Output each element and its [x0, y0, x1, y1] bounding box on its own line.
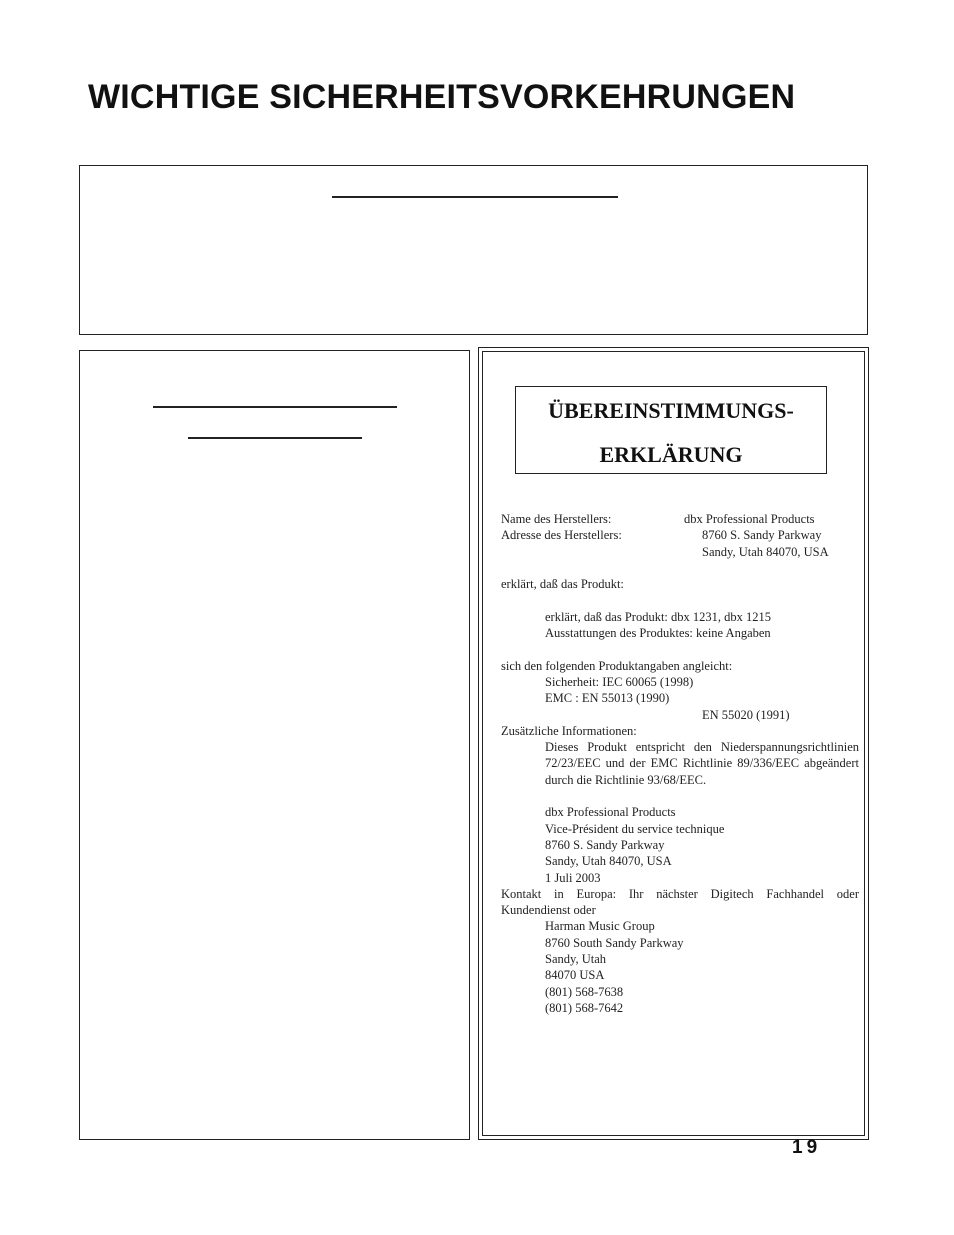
additional-info-text: Dieses Produkt entspricht den Niederspannungsrichtlinien 72/23/EEC und der EMC Richtlinie 89/336/EEC abgeändert durch die Richtlinie 93/68/EEC. [545, 740, 859, 787]
emc-label: EMC : [545, 691, 579, 706]
manufacturer-address-row [501, 527, 859, 543]
safety-instructions-box [79, 350, 470, 1140]
contact-line: (801) 568-7638 [545, 984, 624, 999]
contact-text: Kontakt in Europa: Ihr nächster Digitech Fachhandel oder Kundendienst oder [501, 886, 859, 918]
page-title: WICHTIGE SICHERHEITSVORKEHRUNGEN [88, 78, 796, 116]
safety-value: IEC 60065 (1998) [602, 674, 694, 689]
emc-value-2: EN 55020 (1991) [702, 707, 790, 722]
safety-notice-box [79, 165, 868, 335]
signer-title: Vice-Président du service technique [545, 821, 725, 836]
contact-line: (801) 568-7642 [545, 1000, 624, 1015]
signer-street: 8760 S. Sandy Parkway [545, 837, 665, 852]
signer-company: dbx Professional Products [545, 805, 676, 820]
manufacturer-address-label: Adresse des Herstellers: [501, 528, 622, 543]
signer-date: 1 Juli 2003 [545, 870, 601, 885]
declaration-title-box [515, 386, 827, 474]
declaration-inner-frame [482, 351, 865, 1136]
emc-row [501, 690, 859, 706]
conforms-intro: sich den folgenden Produktangaben angleicht: [501, 658, 733, 673]
safety-label: Sicherheit: [545, 674, 600, 689]
contact-line: 8760 South Sandy Parkway [545, 935, 684, 950]
page-number: 19 [792, 1137, 822, 1158]
declaration-box [478, 347, 869, 1140]
product-line: erklärt, daß das Produkt: dbx 1231, dbx 1215 [545, 609, 772, 624]
declares-intro: erklärt, daß das Produkt: [501, 577, 624, 592]
manufacturer-address-line1: 8760 S. Sandy Parkway [702, 528, 822, 543]
declaration-text [501, 511, 859, 1016]
options-line: Ausstattungen des Produktes: keine Angaben [545, 626, 771, 641]
additional-info-label: Zusätzliche Informationen: [501, 723, 637, 738]
manufacturer-address-line2: Sandy, Utah 84070, USA [702, 544, 829, 559]
safety-row [501, 674, 859, 690]
heading-rule [332, 196, 618, 198]
contact-line: Harman Music Group [545, 919, 655, 934]
contact-line: 84070 USA [545, 968, 605, 983]
signer-city: Sandy, Utah 84070, USA [545, 854, 672, 869]
manufacturer-address-row2 [501, 544, 859, 560]
manufacturer-name-label: Name des Herstellers: [501, 512, 612, 526]
heading-rule [153, 406, 397, 408]
manufacturer-name-row [501, 511, 859, 527]
subheading-rule [188, 437, 362, 439]
contact-line: Sandy, Utah [545, 952, 606, 967]
emc-value-1: EN 55013 (1990) [581, 691, 670, 706]
emc-row-2 [501, 707, 859, 723]
declaration-title-line2: ERKLÄRUNG [599, 442, 743, 467]
manufacturer-name-value: dbx Professional Products [684, 512, 815, 526]
declaration-title-line1: ÜBEREINSTIMMUNGS- [548, 398, 794, 423]
